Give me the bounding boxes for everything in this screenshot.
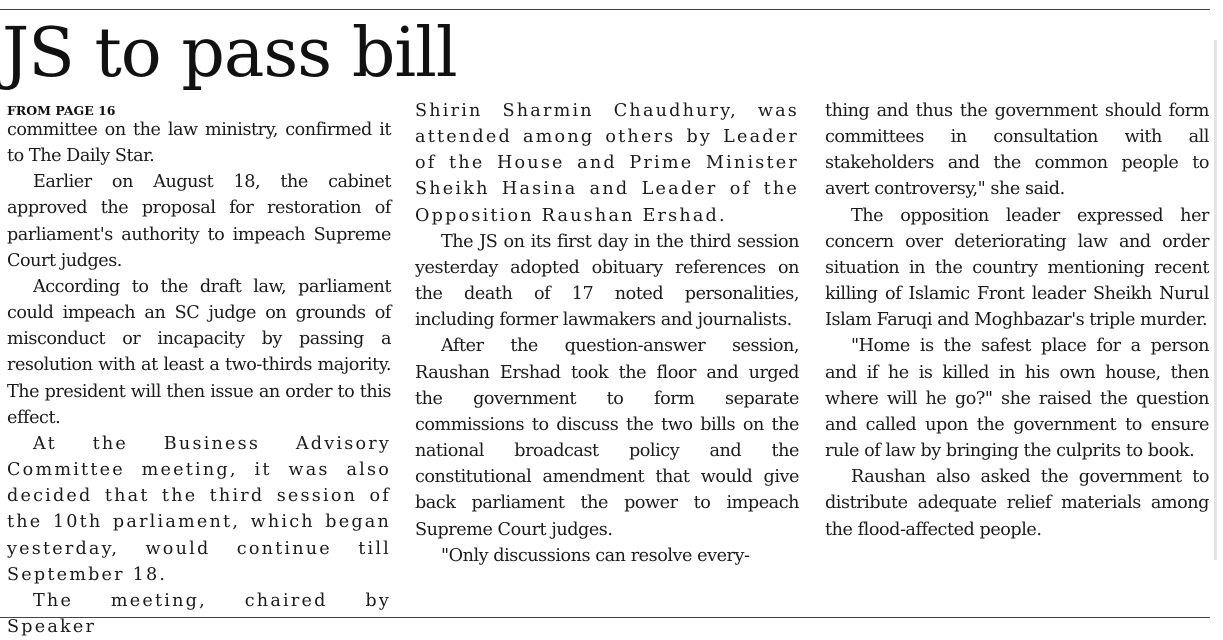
paragraph: thing and thus the government should form committees in consultation with all stakeholders and the common people to avert controversy," she said.	[825, 101, 1209, 200]
article-column-3	[825, 98, 1209, 543]
paragraph: The meeting, chaired by Speaker	[7, 590, 391, 637]
continuation-kicker: FROM PAGE 16	[7, 103, 116, 118]
article-column-1	[7, 98, 391, 640]
top-rule	[0, 9, 1210, 10]
headline: JS to pass bill	[2, 14, 457, 93]
paragraph: committee on the law ministry, confirmed it to The Daily Star.	[7, 120, 391, 167]
article-column-2	[415, 98, 799, 569]
paragraph: According to the draft law, parliament could impeach an SC judge on grounds of misconduct or incapacity by passing a resolution with at least a two-thirds majority. The president will then issue an order to this effect.	[7, 276, 391, 428]
page-edge-shadow	[1214, 40, 1217, 560]
paragraph: Shirin Sharmin Chaudhury, was attended among others by Leader of the House and Prime Minister Sheikh Hasina and Leader of the Opposition Raushan Ershad.	[415, 101, 799, 226]
paragraph: After the question-answer session, Raushan Ershad took the floor and urged the government to form separate commissions to discuss the two bills on the national broadcast policy and the constitutional amendment that would give back parliament the power to impeach Supreme Court judges.	[415, 336, 799, 540]
paragraph: "Only discussions can resolve every-	[441, 545, 750, 566]
bottom-rule	[0, 617, 1210, 618]
paragraph: "Home is the safest place for a person and if he is killed in his own house, then where will he go?" she raised the question and called upon the government to ensure rule of law by bringing the culprits to book.	[825, 336, 1209, 462]
paragraph: Raushan also asked the government to distribute adequate relief materials among the flood-affected people.	[825, 467, 1209, 540]
paragraph: The JS on its first day in the third session yesterday adopted obituary references on the death of 17 noted personalities, including former lawmakers and journalists.	[415, 231, 799, 331]
paragraph: The opposition leader expressed her concern over deteriorating law and order situation in the country mentioning recent killing of Islamic Front leader Sheikh Nurul Islam Faruqi and Moghbazar's triple murder.	[825, 205, 1209, 331]
paragraph: At the Business Advisory Committee meeting, it was also decided that the third session of the 10th parliament, which began yesterday, would continue till September 18.	[7, 433, 391, 585]
paragraph: Earlier on August 18, the cabinet approved the proposal for restoration of parliament's authority to impeach Supreme Court judges.	[7, 172, 391, 271]
